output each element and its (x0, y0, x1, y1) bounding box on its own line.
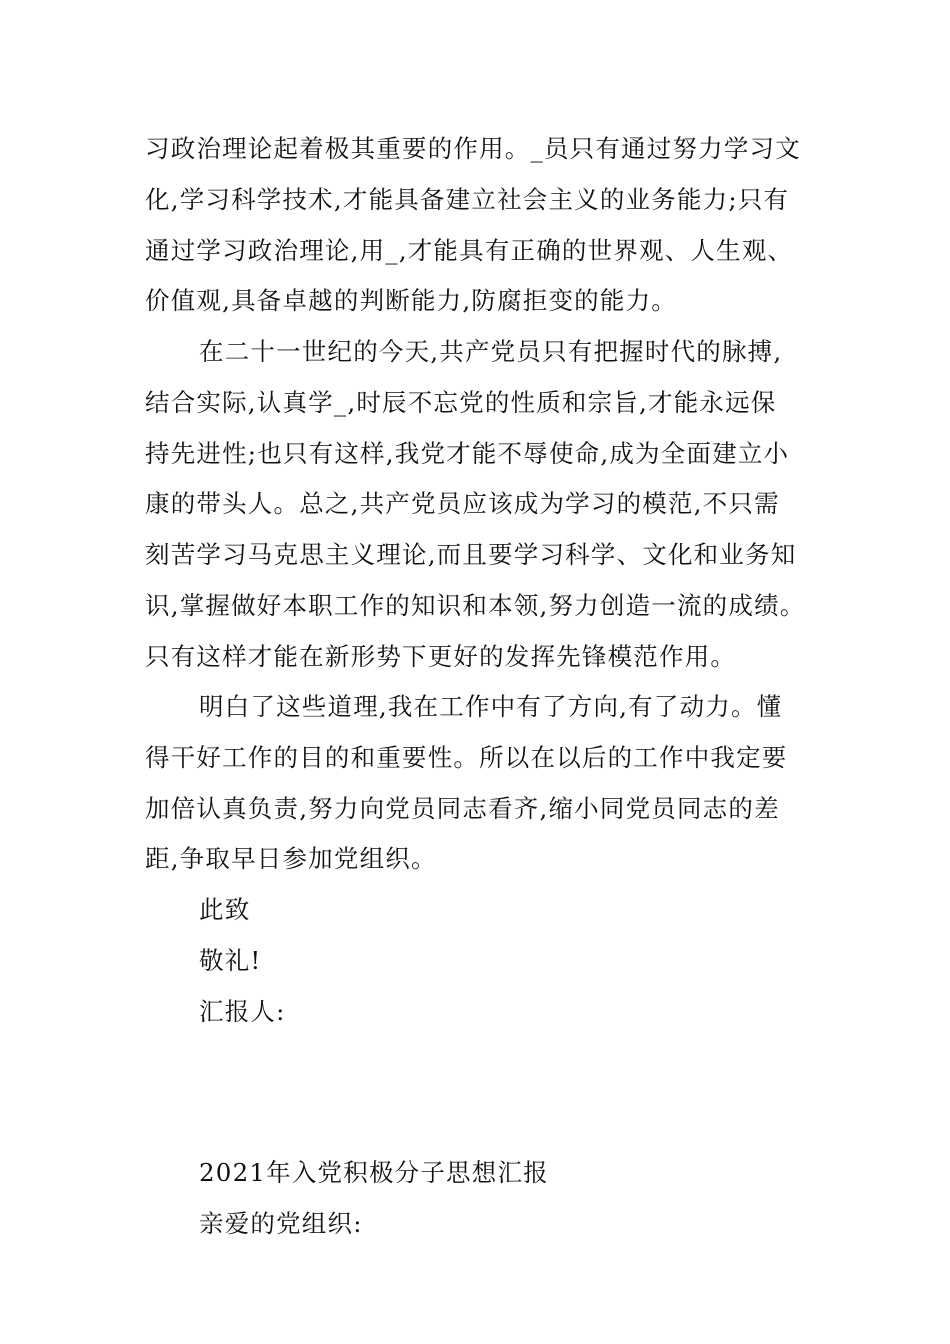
paragraph-line: 化,学习科学技术,才能具备建立社会主义的业务能力;只有 (145, 184, 790, 214)
paragraph-line: 通过学习政治理论,用_,才能具有正确的世界观、人生观、 (145, 235, 794, 265)
next-report-block (145, 1148, 805, 1250)
paragraph-line: 价值观,具备卓越的判断能力,防腐拒变的能力。 (145, 286, 677, 316)
closing-salute: 敬礼! (199, 945, 262, 975)
paragraph-line: 只有这样才能在新形势下更好的发挥先锋模范作用。 (145, 641, 737, 671)
paragraph-line: 在二十一世纪的今天,共产党员只有把握时代的脉搏, (199, 337, 783, 366)
closing-greeting: 此致 (199, 895, 251, 924)
paragraph-twenty-first-century (145, 327, 805, 683)
paragraph-line: 习政治理论起着极其重要的作用。_员只有通过努力学习文 (145, 134, 801, 163)
paragraph-line: 刻苦学习马克思主义理论,而且要学习科学、文化和业务知 (145, 540, 797, 570)
report-salutation: 亲爱的党组织: (199, 1208, 363, 1238)
paragraph-line: 明白了这些道理,我在工作中有了方向,有了动力。懂 (199, 692, 783, 721)
reporter-label: 汇报人: (199, 996, 286, 1026)
paragraph-line: 距,争取早日参加党组织。 (145, 844, 437, 874)
paragraph-political-theory (145, 124, 805, 327)
paragraph-line: 持先进性;也只有这样,我党才能不辱使命,成为全面建立小 (145, 438, 790, 468)
paragraph-line: 康的带头人。总之,共产党员应该成为学习的模范,不只需 (145, 489, 780, 519)
paragraph-line: 识,掌握做好本职工作的知识和本领,努力创造一流的成绩。 (145, 590, 806, 620)
paragraph-line: 得干好工作的目的和重要性。所以在以后的工作中我定要 (145, 742, 788, 772)
paragraph-line: 加倍认真负责,努力向党员同志看齐,缩小同党员同志的差 (145, 793, 780, 823)
report-title: 2021年入党积极分子思想汇报 (199, 1158, 549, 1187)
closing-block (145, 885, 805, 1037)
paragraph-understanding (145, 682, 805, 885)
paragraph-line: 结合实际,认真学_,时辰不忘党的性质和宗旨,才能永远保 (145, 387, 777, 417)
